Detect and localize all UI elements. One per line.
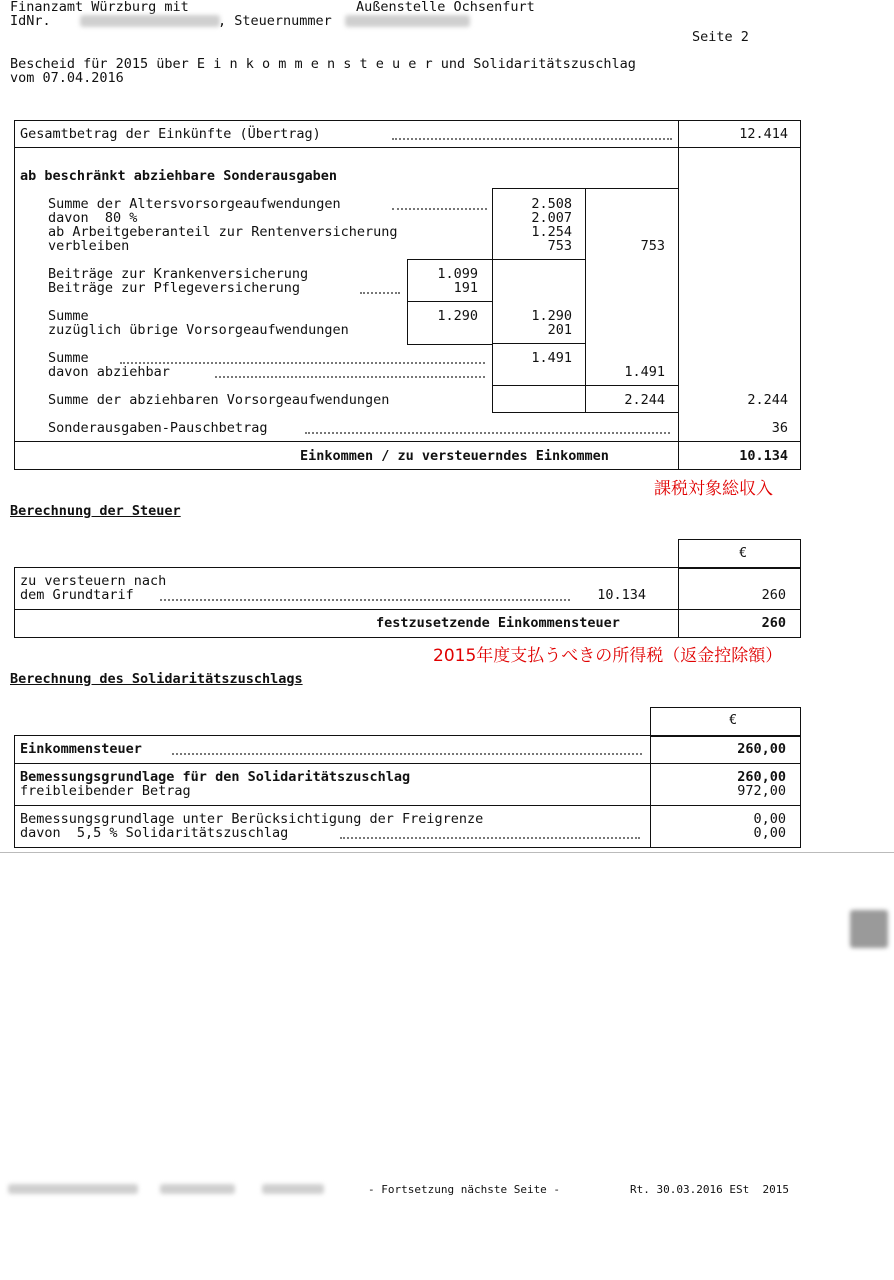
- alters-value-4: 753: [547, 238, 572, 254]
- alters-value-3: 1.254: [531, 224, 572, 240]
- assessed-tax-label: festzusetzende Einkommensteuer: [376, 615, 620, 631]
- idnr-label: IdNr.: [10, 13, 51, 29]
- soli-income-tax-label: Einkommensteuer: [20, 741, 142, 757]
- alters-label-4: verbleiben: [48, 238, 130, 254]
- deductible-total-label: Summe der abziehbaren Vorsorgeaufwendungen: [48, 392, 390, 408]
- document-date: vom 07.04.2016: [10, 70, 124, 86]
- kv-value-1: 1.099: [437, 266, 478, 282]
- tax-basis-label-1: zu versteuern nach: [20, 573, 167, 589]
- soli-heading: Berechnung des Solidaritätszuschlags: [10, 671, 303, 687]
- soli-currency: €: [729, 712, 738, 728]
- total-income-label: Gesamtbetrag der Einkünfte (Übertrag): [20, 126, 321, 142]
- alters-value-2: 2.007: [531, 210, 572, 226]
- sum-label-2: zuzüglich übrige Vorsorgeaufwendungen: [48, 322, 349, 338]
- alters-value-1: 2.508: [531, 196, 572, 212]
- tax-basis-label-2: dem Grundtarif: [20, 587, 134, 603]
- sum-col1-value: 1.290: [437, 308, 478, 324]
- office-branch: Außenstelle Ochsenfurt: [356, 0, 535, 15]
- alters-label-3: ab Arbeitgeberanteil zur Rentenversicherung: [48, 224, 398, 240]
- sum-col2-value-2: 201: [547, 322, 572, 338]
- taxable-income-value: 10.134: [739, 448, 788, 464]
- tax-basis-value: 10.134: [597, 587, 646, 603]
- taxable-income-label: Einkommen / zu versteuerndes Einkommen: [300, 448, 609, 464]
- redacted-barcode: [850, 910, 888, 948]
- special-expenses-heading: ab beschränkt abziehbare Sonderausgaben: [20, 168, 337, 184]
- soli-rate-value: 0,00: [753, 825, 786, 841]
- tax-calculation-heading: Berechnung der Steuer: [10, 503, 181, 519]
- deductible-col4-value: 2.244: [747, 392, 788, 408]
- assessed-tax-value: 260: [761, 615, 786, 631]
- tax-amount: 260: [761, 587, 786, 603]
- sum-col2-value-1: 1.290: [531, 308, 572, 324]
- steuernummer-label: , Steuernummer: [218, 13, 332, 29]
- sum2-label-2: davon abziehbar: [48, 364, 170, 380]
- sum2-col2-value: 1.491: [531, 350, 572, 366]
- sum2-col3-value: 1.491: [624, 364, 665, 380]
- redacted-footer-1: [8, 1184, 138, 1194]
- soli-rate-label: davon 5,5 % Solidaritätszuschlag: [20, 825, 289, 841]
- soli-income-tax-value: 260,00: [737, 741, 786, 757]
- soli-threshold-value: 0,00: [753, 811, 786, 827]
- redacted-footer-2: [160, 1184, 235, 1194]
- continuation-note: - Fortsetzung nächste Seite -: [368, 1183, 561, 1196]
- kv-label-2: Beiträge zur Pflegeversicherung: [48, 280, 300, 296]
- page-number: Seite 2: [692, 29, 749, 45]
- alters-label-2: davon 80 %: [48, 210, 138, 226]
- alters-result: 753: [640, 238, 665, 254]
- annotation-taxable-income: 課税対象総収入: [654, 479, 773, 499]
- sum-label-1: Summe: [48, 308, 89, 324]
- redacted-steuernummer: [345, 15, 470, 27]
- document-title: Bescheid für 2015 über E i n k o m m e n s t e u e r und Solidaritätszuschlag: [10, 56, 636, 72]
- lump-sum-label: Sonderausgaben-Pauschbetrag: [48, 420, 268, 436]
- redacted-footer-3: [262, 1184, 324, 1194]
- kv-label-1: Beiträge zur Krankenversicherung: [48, 266, 309, 282]
- soli-basis-value: 260,00: [737, 769, 786, 785]
- tax-currency: €: [739, 545, 748, 561]
- soli-free-amount-label: freibleibender Betrag: [20, 783, 191, 799]
- footer-reference: Rt. 30.03.2016 ESt 2015: [630, 1183, 789, 1196]
- total-income-value: 12.414: [739, 126, 788, 142]
- kv-value-2: 191: [453, 280, 478, 296]
- annotation-income-tax: 2015年度支払うべきの所得税（返金控除額）: [433, 646, 783, 666]
- redacted-idnr: [80, 15, 220, 27]
- soli-free-amount-value: 972,00: [737, 783, 786, 799]
- sum2-label-1: Summe: [48, 350, 89, 366]
- alters-label-1: Summe der Altersvorsorgeaufwendungen: [48, 196, 341, 212]
- office-name: Finanzamt Würzburg mit: [10, 0, 189, 15]
- deductible-col3-value: 2.244: [624, 392, 665, 408]
- soli-currency-header: [650, 707, 801, 737]
- soli-basis-label: Bemessungsgrundlage für den Solidaritätszuschlag: [20, 769, 411, 785]
- lump-sum-value: 36: [771, 420, 788, 436]
- soli-threshold-label: Bemessungsgrundlage unter Berücksichtigung der Freigrenze: [20, 811, 484, 827]
